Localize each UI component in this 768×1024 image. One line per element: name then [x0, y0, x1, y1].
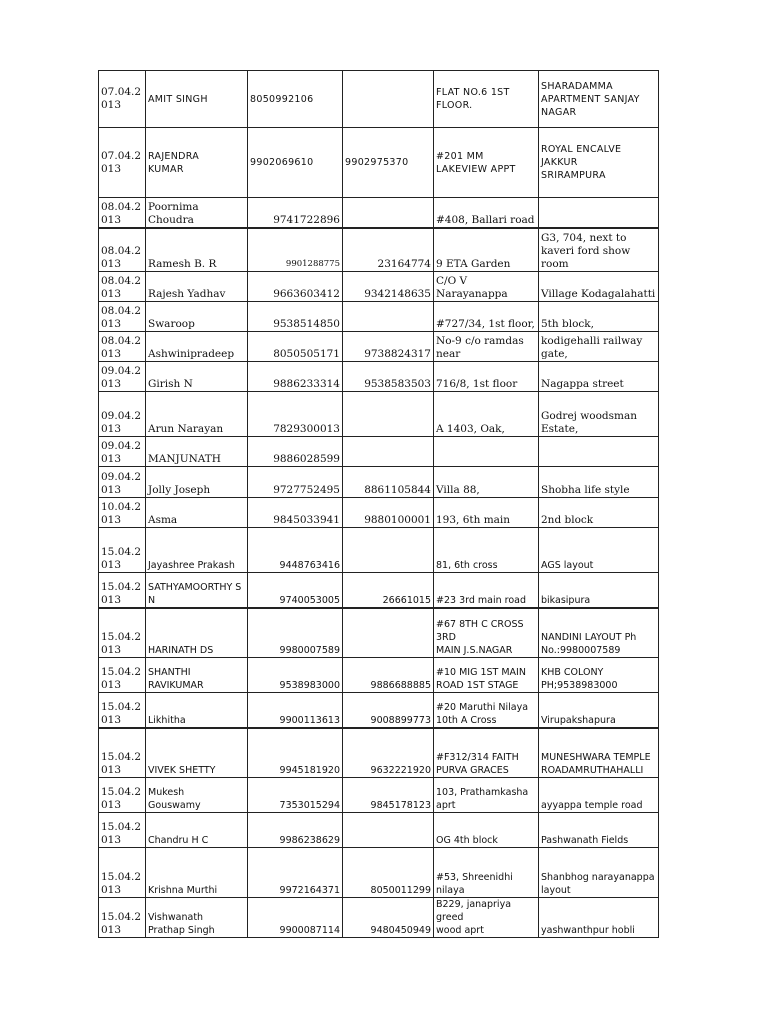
cell-name: Vishwanath Prathap Singh — [146, 898, 248, 938]
cell-address: No-9 c/o ramdas near — [434, 332, 539, 362]
cell-address: #23 3rd main road — [434, 573, 539, 608]
cell-phone-2: 8050011299 — [343, 848, 434, 898]
cell-address: #201 MM LAKEVIEW APPT — [434, 128, 539, 198]
cell-phone-1: 9972164371 — [248, 848, 343, 898]
cell-address: #67 8TH C CROSS 3RD MAIN J.S.NAGAR — [434, 608, 539, 658]
cell-address: #20 Maruthi Nilaya 10th A Cross — [434, 693, 539, 728]
cell-phone-2: 9886688885 — [343, 658, 434, 693]
cell-name: SATHYAMOORTHY S N — [146, 573, 248, 608]
cell-phone-1: 9886233314 — [248, 362, 343, 392]
cell-name: Likhitha — [146, 693, 248, 728]
cell-phone-2 — [343, 528, 434, 573]
cell-date: 10.04.2 013 — [99, 498, 146, 528]
cell-phone-1: 9727752495 — [248, 467, 343, 498]
cell-phone-1: 9945181920 — [248, 728, 343, 778]
cell-phone-2: 8861105844 — [343, 467, 434, 498]
cell-date: 15.04.2 013 — [99, 778, 146, 813]
cell-phone-2: 23164774 — [343, 228, 434, 272]
cell-date: 09.04.2 013 — [99, 362, 146, 392]
table-row — [99, 498, 659, 528]
cell-date: 09.04.2 013 — [99, 437, 146, 467]
cell-phone-1: 9741722896 — [248, 198, 343, 228]
cell-address: #727/34, 1st floor, — [434, 302, 539, 332]
cell-area: KHB COLONY PH;9538983000 — [539, 658, 659, 693]
cell-area — [539, 198, 659, 228]
cell-phone-2 — [343, 71, 434, 128]
cell-name: Mukesh Gouswamy — [146, 778, 248, 813]
cell-name: HARINATH DS — [146, 608, 248, 658]
cell-phone-2 — [343, 392, 434, 437]
cell-date: 15.04.2 013 — [99, 813, 146, 848]
cell-area: yashwanthpur hobli — [539, 898, 659, 938]
cell-phone-1: 9901288775 — [248, 228, 343, 272]
cell-name: Arun Narayan — [146, 392, 248, 437]
cell-phone-2: 26661015 — [343, 573, 434, 608]
cell-phone-1: 9663603412 — [248, 272, 343, 302]
cell-address: #408, Ballari road — [434, 198, 539, 228]
cell-phone-2 — [343, 608, 434, 658]
cell-phone-2 — [343, 198, 434, 228]
cell-name: VIVEK SHETTY — [146, 728, 248, 778]
cell-date: 08.04.2 013 — [99, 302, 146, 332]
cell-phone-2: 9845178123 — [343, 778, 434, 813]
table-row — [99, 528, 659, 573]
cell-name: Asma — [146, 498, 248, 528]
cell-phone-2: 9008899773 — [343, 693, 434, 728]
cell-area: Pashwanath Fields — [539, 813, 659, 848]
table-row — [99, 658, 659, 693]
cell-phone-1: 9886028599 — [248, 437, 343, 467]
cell-date: 07.04.2 013 — [99, 71, 146, 128]
cell-address: B229, janapriya greed wood aprt — [434, 898, 539, 938]
cell-area: Nagappa street — [539, 362, 659, 392]
cell-date: 15.04.2 013 — [99, 573, 146, 608]
table-row — [99, 71, 659, 128]
cell-phone-1: 9900113613 — [248, 693, 343, 728]
cell-phone-2: 9902975370 — [343, 128, 434, 198]
table-row — [99, 848, 659, 898]
cell-date: 15.04.2 013 — [99, 728, 146, 778]
cell-name: Jayashree Prakash — [146, 528, 248, 573]
cell-date: 15.04.2 013 — [99, 608, 146, 658]
table-row — [99, 813, 659, 848]
cell-phone-1: 9902069610 — [248, 128, 343, 198]
cell-name: Rajesh Yadhav — [146, 272, 248, 302]
cell-address: 716/8, 1st floor — [434, 362, 539, 392]
cell-phone-2: 9538583503 — [343, 362, 434, 392]
table-row — [99, 437, 659, 467]
cell-address: 193, 6th main — [434, 498, 539, 528]
cell-date: 09.04.2 013 — [99, 392, 146, 437]
cell-area: Godrej woodsman Estate, — [539, 392, 659, 437]
cell-date: 09.04.2 013 — [99, 467, 146, 498]
cell-phone-2: 9738824317 — [343, 332, 434, 362]
cell-phone-2: 9342148635 — [343, 272, 434, 302]
cell-address: 81, 6th cross — [434, 528, 539, 573]
cell-address: OG 4th block — [434, 813, 539, 848]
cell-phone-2: 9880100001 — [343, 498, 434, 528]
cell-name: Ashwinipradeep — [146, 332, 248, 362]
cell-area: 5th block, — [539, 302, 659, 332]
cell-name: Jolly Joseph — [146, 467, 248, 498]
cell-name: SHANTHI RAVIKUMAR — [146, 658, 248, 693]
cell-area: Shanbhog narayanappa layout — [539, 848, 659, 898]
cell-phone-2: 9632221920 — [343, 728, 434, 778]
cell-address: #10 MIG 1ST MAIN ROAD 1ST STAGE — [434, 658, 539, 693]
cell-date: 15.04.2 013 — [99, 898, 146, 938]
cell-area: AGS layout — [539, 528, 659, 573]
cell-phone-1: 9986238629 — [248, 813, 343, 848]
cell-phone-1: 7353015294 — [248, 778, 343, 813]
cell-phone-1: 9448763416 — [248, 528, 343, 573]
cell-phone-1: 9538983000 — [248, 658, 343, 693]
table-row — [99, 728, 659, 778]
cell-phone-1: 8050992106 — [248, 71, 343, 128]
cell-phone-2 — [343, 437, 434, 467]
cell-area: Shobha life style — [539, 467, 659, 498]
cell-phone-2: 9480450949 — [343, 898, 434, 938]
cell-area: bikasipura — [539, 573, 659, 608]
cell-name: Swaroop — [146, 302, 248, 332]
table-row — [99, 392, 659, 437]
cell-phone-1: 9900087114 — [248, 898, 343, 938]
table-row — [99, 467, 659, 498]
table-row — [99, 228, 659, 272]
cell-address: #53, Shreenidhi nilaya — [434, 848, 539, 898]
cell-area: ROYAL ENCALVE JAKKUR SRIRAMPURA — [539, 128, 659, 198]
table-row — [99, 272, 659, 302]
cell-area: G3, 704, next to kaveri ford show room — [539, 228, 659, 272]
cell-name: MANJUNATH — [146, 437, 248, 467]
table-row — [99, 198, 659, 228]
cell-name: Poornima Choudra — [146, 198, 248, 228]
cell-address — [434, 437, 539, 467]
cell-phone-1: 9980007589 — [248, 608, 343, 658]
cell-name: Chandru H C — [146, 813, 248, 848]
table-row — [99, 608, 659, 658]
table-row — [99, 693, 659, 728]
cell-area: ayyappa temple road — [539, 778, 659, 813]
cell-address: 9 ETA Garden — [434, 228, 539, 272]
cell-name: Krishna Murthi — [146, 848, 248, 898]
cell-phone-1: 9538514850 — [248, 302, 343, 332]
table-row — [99, 362, 659, 392]
cell-phone-2 — [343, 813, 434, 848]
table-row — [99, 332, 659, 362]
cell-address: C/O V Narayanappa — [434, 272, 539, 302]
cell-name: AMIT SINGH — [146, 71, 248, 128]
cell-date: 08.04.2 013 — [99, 228, 146, 272]
cell-date: 15.04.2 013 — [99, 528, 146, 573]
cell-date: 15.04.2 013 — [99, 658, 146, 693]
table-row — [99, 302, 659, 332]
cell-area: Village Kodagalahatti — [539, 272, 659, 302]
table-row — [99, 128, 659, 198]
cell-phone-1: 8050505171 — [248, 332, 343, 362]
cell-address: 103, Prathamkasha aprt — [434, 778, 539, 813]
cell-address: A 1403, Oak, — [434, 392, 539, 437]
cell-date: 08.04.2 013 — [99, 198, 146, 228]
cell-phone-1: 7829300013 — [248, 392, 343, 437]
cell-phone-1: 9845033941 — [248, 498, 343, 528]
cell-address: #F312/314 FAITH PURVA GRACES — [434, 728, 539, 778]
contact-table — [98, 70, 659, 938]
table-row — [99, 778, 659, 813]
cell-date: 15.04.2 013 — [99, 848, 146, 898]
cell-date: 15.04.2 013 — [99, 693, 146, 728]
cell-name: Girish N — [146, 362, 248, 392]
cell-area: Virupakshapura — [539, 693, 659, 728]
cell-name: Ramesh B. R — [146, 228, 248, 272]
cell-phone-1: 9740053005 — [248, 573, 343, 608]
cell-phone-2 — [343, 302, 434, 332]
cell-area: MUNESHWARA TEMPLE ROADAMRUTHAHALLI — [539, 728, 659, 778]
cell-name: RAJENDRA KUMAR — [146, 128, 248, 198]
table-row — [99, 573, 659, 608]
cell-address: FLAT NO.6 1ST FLOOR. — [434, 71, 539, 128]
cell-area: kodigehalli railway gate, — [539, 332, 659, 362]
cell-date: 08.04.2 013 — [99, 332, 146, 362]
table-row — [99, 898, 659, 938]
cell-address: Villa 88, — [434, 467, 539, 498]
cell-area: NANDINI LAYOUT Ph No.:9980007589 — [539, 608, 659, 658]
cell-date: 08.04.2 013 — [99, 272, 146, 302]
cell-area — [539, 437, 659, 467]
cell-area: SHARADAMMA APARTMENT SANJAY NAGAR — [539, 71, 659, 128]
cell-date: 07.04.2 013 — [99, 128, 146, 198]
cell-area: 2nd block — [539, 498, 659, 528]
